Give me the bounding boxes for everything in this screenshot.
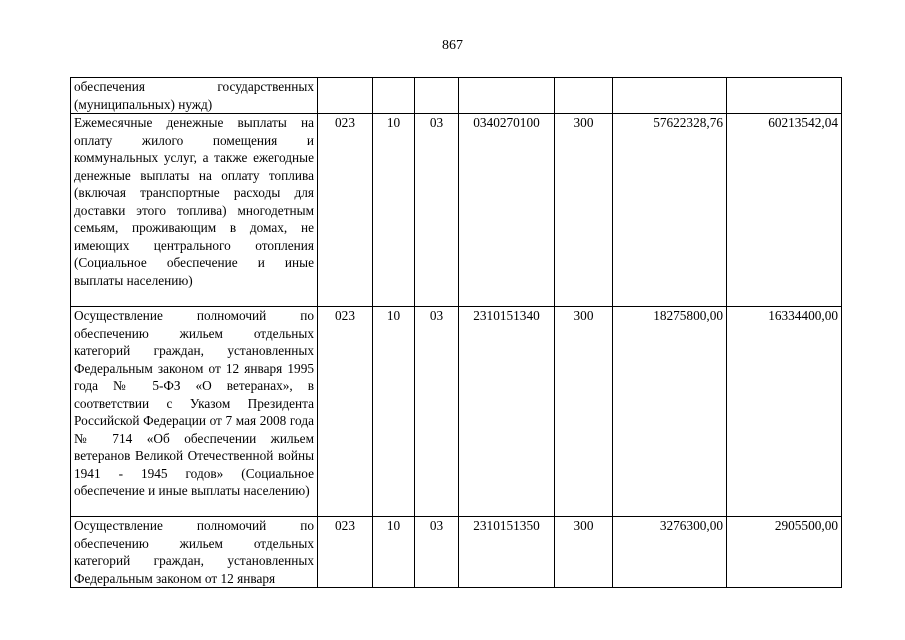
amount-second-year: 2905500,00 [727,517,842,588]
table-row [71,307,842,517]
row-description: Осуществление полномочий по обеспечению жильем отдельных категорий граждан, установленных Федеральным законом от 12 января 1995 года № 5-ФЗ «О ветеранах», в соответствии с Указом Президента Российской Федерации от 7 мая 2008 года № 714 «Об обеспечении жильем ветеранов Великой Отечественной войны 1941 - 1945 годов» (Социальное обеспечение и иные выплаты населению) [71,307,318,517]
subsection-code: 03 [415,114,459,307]
row-description: Осуществление полномочий по обеспечению жильем отдельных категорий граждан, установленных Федеральным законом от 12 января [71,517,318,588]
section-code: 10 [373,307,415,517]
target-article-code [459,78,555,114]
table-row [71,517,842,588]
ministry-code: 023 [318,114,373,307]
table-row [71,78,842,114]
expense-type-code: 300 [555,307,613,517]
row-description: Ежемесячные денежные выплаты на оплату жилого помещения и коммунальных услуг, а также ежегодные денежные выплаты на оплату топлива (включая транспортные расходы для доставки этого топлива) многодетным семьям, проживающим в домах, не имеющих центрального отопления (Социальное обеспечение и иные выплаты населению) [71,114,318,307]
expense-type-code: 300 [555,517,613,588]
page-number: 867 [442,38,463,53]
target-article-code: 2310151340 [459,307,555,517]
expense-type-code [555,78,613,114]
ministry-code: 023 [318,307,373,517]
ministry-code [318,78,373,114]
budget-table [70,77,842,588]
target-article-code: 2310151350 [459,517,555,588]
amount-first-year: 18275800,00 [613,307,727,517]
section-code [373,78,415,114]
row-description: обеспечения государственных (муниципальных) нужд) [71,78,318,114]
subsection-code [415,78,459,114]
table-row [71,114,842,307]
amount-first-year: 3276300,00 [613,517,727,588]
subsection-code: 03 [415,517,459,588]
expense-type-code: 300 [555,114,613,307]
target-article-code: 0340270100 [459,114,555,307]
amount-second-year [727,78,842,114]
section-code: 10 [373,517,415,588]
subsection-code: 03 [415,307,459,517]
section-code: 10 [373,114,415,307]
amount-first-year: 57622328,76 [613,114,727,307]
amount-second-year: 16334400,00 [727,307,842,517]
amount-first-year [613,78,727,114]
amount-second-year: 60213542,04 [727,114,842,307]
ministry-code: 023 [318,517,373,588]
